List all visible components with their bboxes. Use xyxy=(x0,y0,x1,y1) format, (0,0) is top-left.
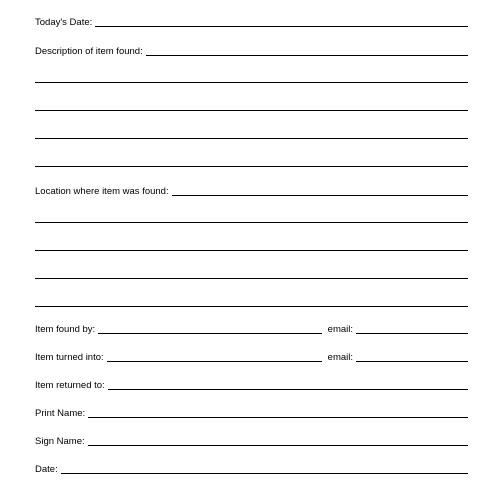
location-label: Location where item was found: xyxy=(35,186,169,197)
date-row xyxy=(35,462,468,476)
location-line-3[interactable] xyxy=(35,250,468,251)
turned-into-field[interactable] xyxy=(107,360,322,362)
location-line-4[interactable] xyxy=(35,278,468,279)
turned-into-row xyxy=(35,350,468,364)
date-label: Date: xyxy=(35,464,58,475)
todays-date-row xyxy=(35,15,468,29)
found-by-row xyxy=(35,322,468,336)
date-field[interactable] xyxy=(61,472,468,474)
turned-into-email-label: email: xyxy=(327,352,353,363)
returned-to-row xyxy=(35,378,468,392)
description-label: Description of item found: xyxy=(35,46,143,57)
print-name-field[interactable] xyxy=(88,416,468,418)
description-line-5[interactable] xyxy=(35,166,468,167)
description-row xyxy=(35,44,468,58)
sign-name-label: Sign Name: xyxy=(35,436,85,447)
location-line-5[interactable] xyxy=(35,306,468,307)
sign-name-row xyxy=(35,434,468,448)
turned-into-email-field[interactable] xyxy=(356,360,468,362)
description-line-4[interactable] xyxy=(35,138,468,139)
location-line-2[interactable] xyxy=(35,222,468,223)
found-by-label: Item found by: xyxy=(35,324,96,335)
found-by-field[interactable] xyxy=(98,332,321,334)
todays-date-label: Today's Date: xyxy=(35,17,93,28)
description-field[interactable] xyxy=(146,54,468,56)
description-line-3[interactable] xyxy=(35,110,468,111)
print-name-row xyxy=(35,406,468,420)
found-by-email-field[interactable] xyxy=(356,332,468,334)
returned-to-field[interactable] xyxy=(108,388,468,390)
found-by-email-label: email: xyxy=(327,324,353,335)
location-row xyxy=(35,184,468,198)
print-name-label: Print Name: xyxy=(35,408,86,419)
description-line-2[interactable] xyxy=(35,82,468,83)
turned-into-label: Item turned into: xyxy=(35,352,104,363)
location-field[interactable] xyxy=(172,194,468,196)
returned-to-label: Item returned to: xyxy=(35,380,105,391)
sign-name-field[interactable] xyxy=(88,444,468,446)
todays-date-field[interactable] xyxy=(95,25,468,27)
